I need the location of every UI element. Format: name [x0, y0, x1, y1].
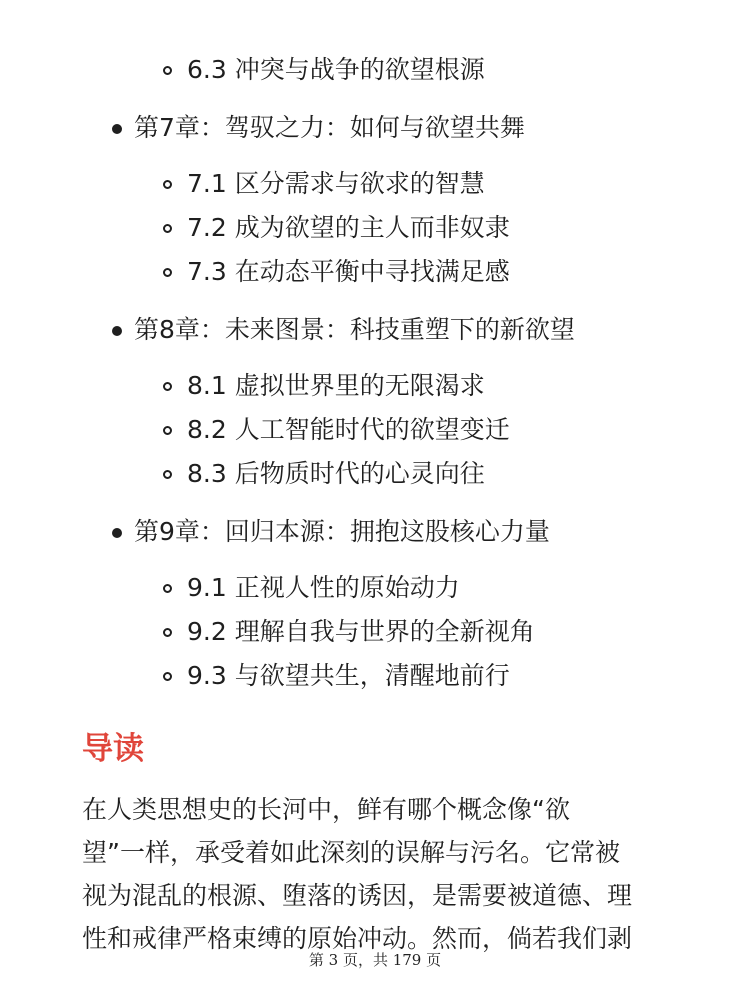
toc-subsection-8-3[interactable]: 8.3 后物质时代的心灵向往	[187, 459, 485, 488]
hollow-bullet-icon	[163, 180, 172, 189]
paragraph-line: 在人类思想史的长河中，鲜有哪个概念像“欲	[82, 795, 570, 824]
hollow-bullet-icon	[163, 426, 172, 435]
toc-chapter-8[interactable]: 第8章：未来图景：科技重塑下的新欲望	[134, 315, 575, 344]
section-heading: 导读	[82, 731, 144, 767]
toc-subsection-9-3[interactable]: 9.3 与欲望共生，清醒地前行	[187, 661, 510, 690]
hollow-bullet-icon	[163, 66, 172, 75]
hollow-bullet-icon	[163, 584, 172, 593]
paragraph-line: 视为混乱的根源、堕落的诱因，是需要被道德、理	[82, 881, 633, 910]
toc-subsection-6-3[interactable]: 6.3 冲突与战争的欲望根源	[187, 55, 485, 84]
hollow-bullet-icon	[163, 470, 172, 479]
intro-paragraph	[82, 788, 672, 960]
toc-chapter-7[interactable]: 第7章：驾驭之力：如何与欲望共舞	[134, 113, 525, 142]
toc-subsection-8-2[interactable]: 8.2 人工智能时代的欲望变迁	[187, 415, 510, 444]
hollow-bullet-icon	[163, 268, 172, 277]
filled-bullet-icon	[112, 326, 122, 336]
toc-subsection-7-3[interactable]: 7.3 在动态平衡中寻找满足感	[187, 257, 510, 286]
paragraph-line: 望”一样，承受着如此深刻的误解与污名。它常被	[82, 838, 620, 867]
toc-chapter-9[interactable]: 第9章：回归本源：拥抱这股核心力量	[134, 517, 550, 546]
toc-subsection-9-1[interactable]: 9.1 正视人性的原始动力	[187, 573, 460, 602]
hollow-bullet-icon	[163, 672, 172, 681]
page-number-footer: 第 3 页，共 179 页	[308, 951, 442, 969]
filled-bullet-icon	[112, 528, 122, 538]
hollow-bullet-icon	[163, 224, 172, 233]
toc-subsection-7-2[interactable]: 7.2 成为欲望的主人而非奴隶	[187, 213, 510, 242]
hollow-bullet-icon	[163, 628, 172, 637]
hollow-bullet-icon	[163, 382, 172, 391]
filled-bullet-icon	[112, 124, 122, 134]
toc-subsection-8-1[interactable]: 8.1 虚拟世界里的无限渴求	[187, 371, 485, 400]
paragraph-line: 性和戒律严格束缚的原始冲动。然而，倘若我们剥	[82, 924, 633, 953]
toc-subsection-9-2[interactable]: 9.2 理解自我与世界的全新视角	[187, 617, 535, 646]
toc-subsection-7-1[interactable]: 7.1 区分需求与欲求的智慧	[187, 169, 485, 198]
